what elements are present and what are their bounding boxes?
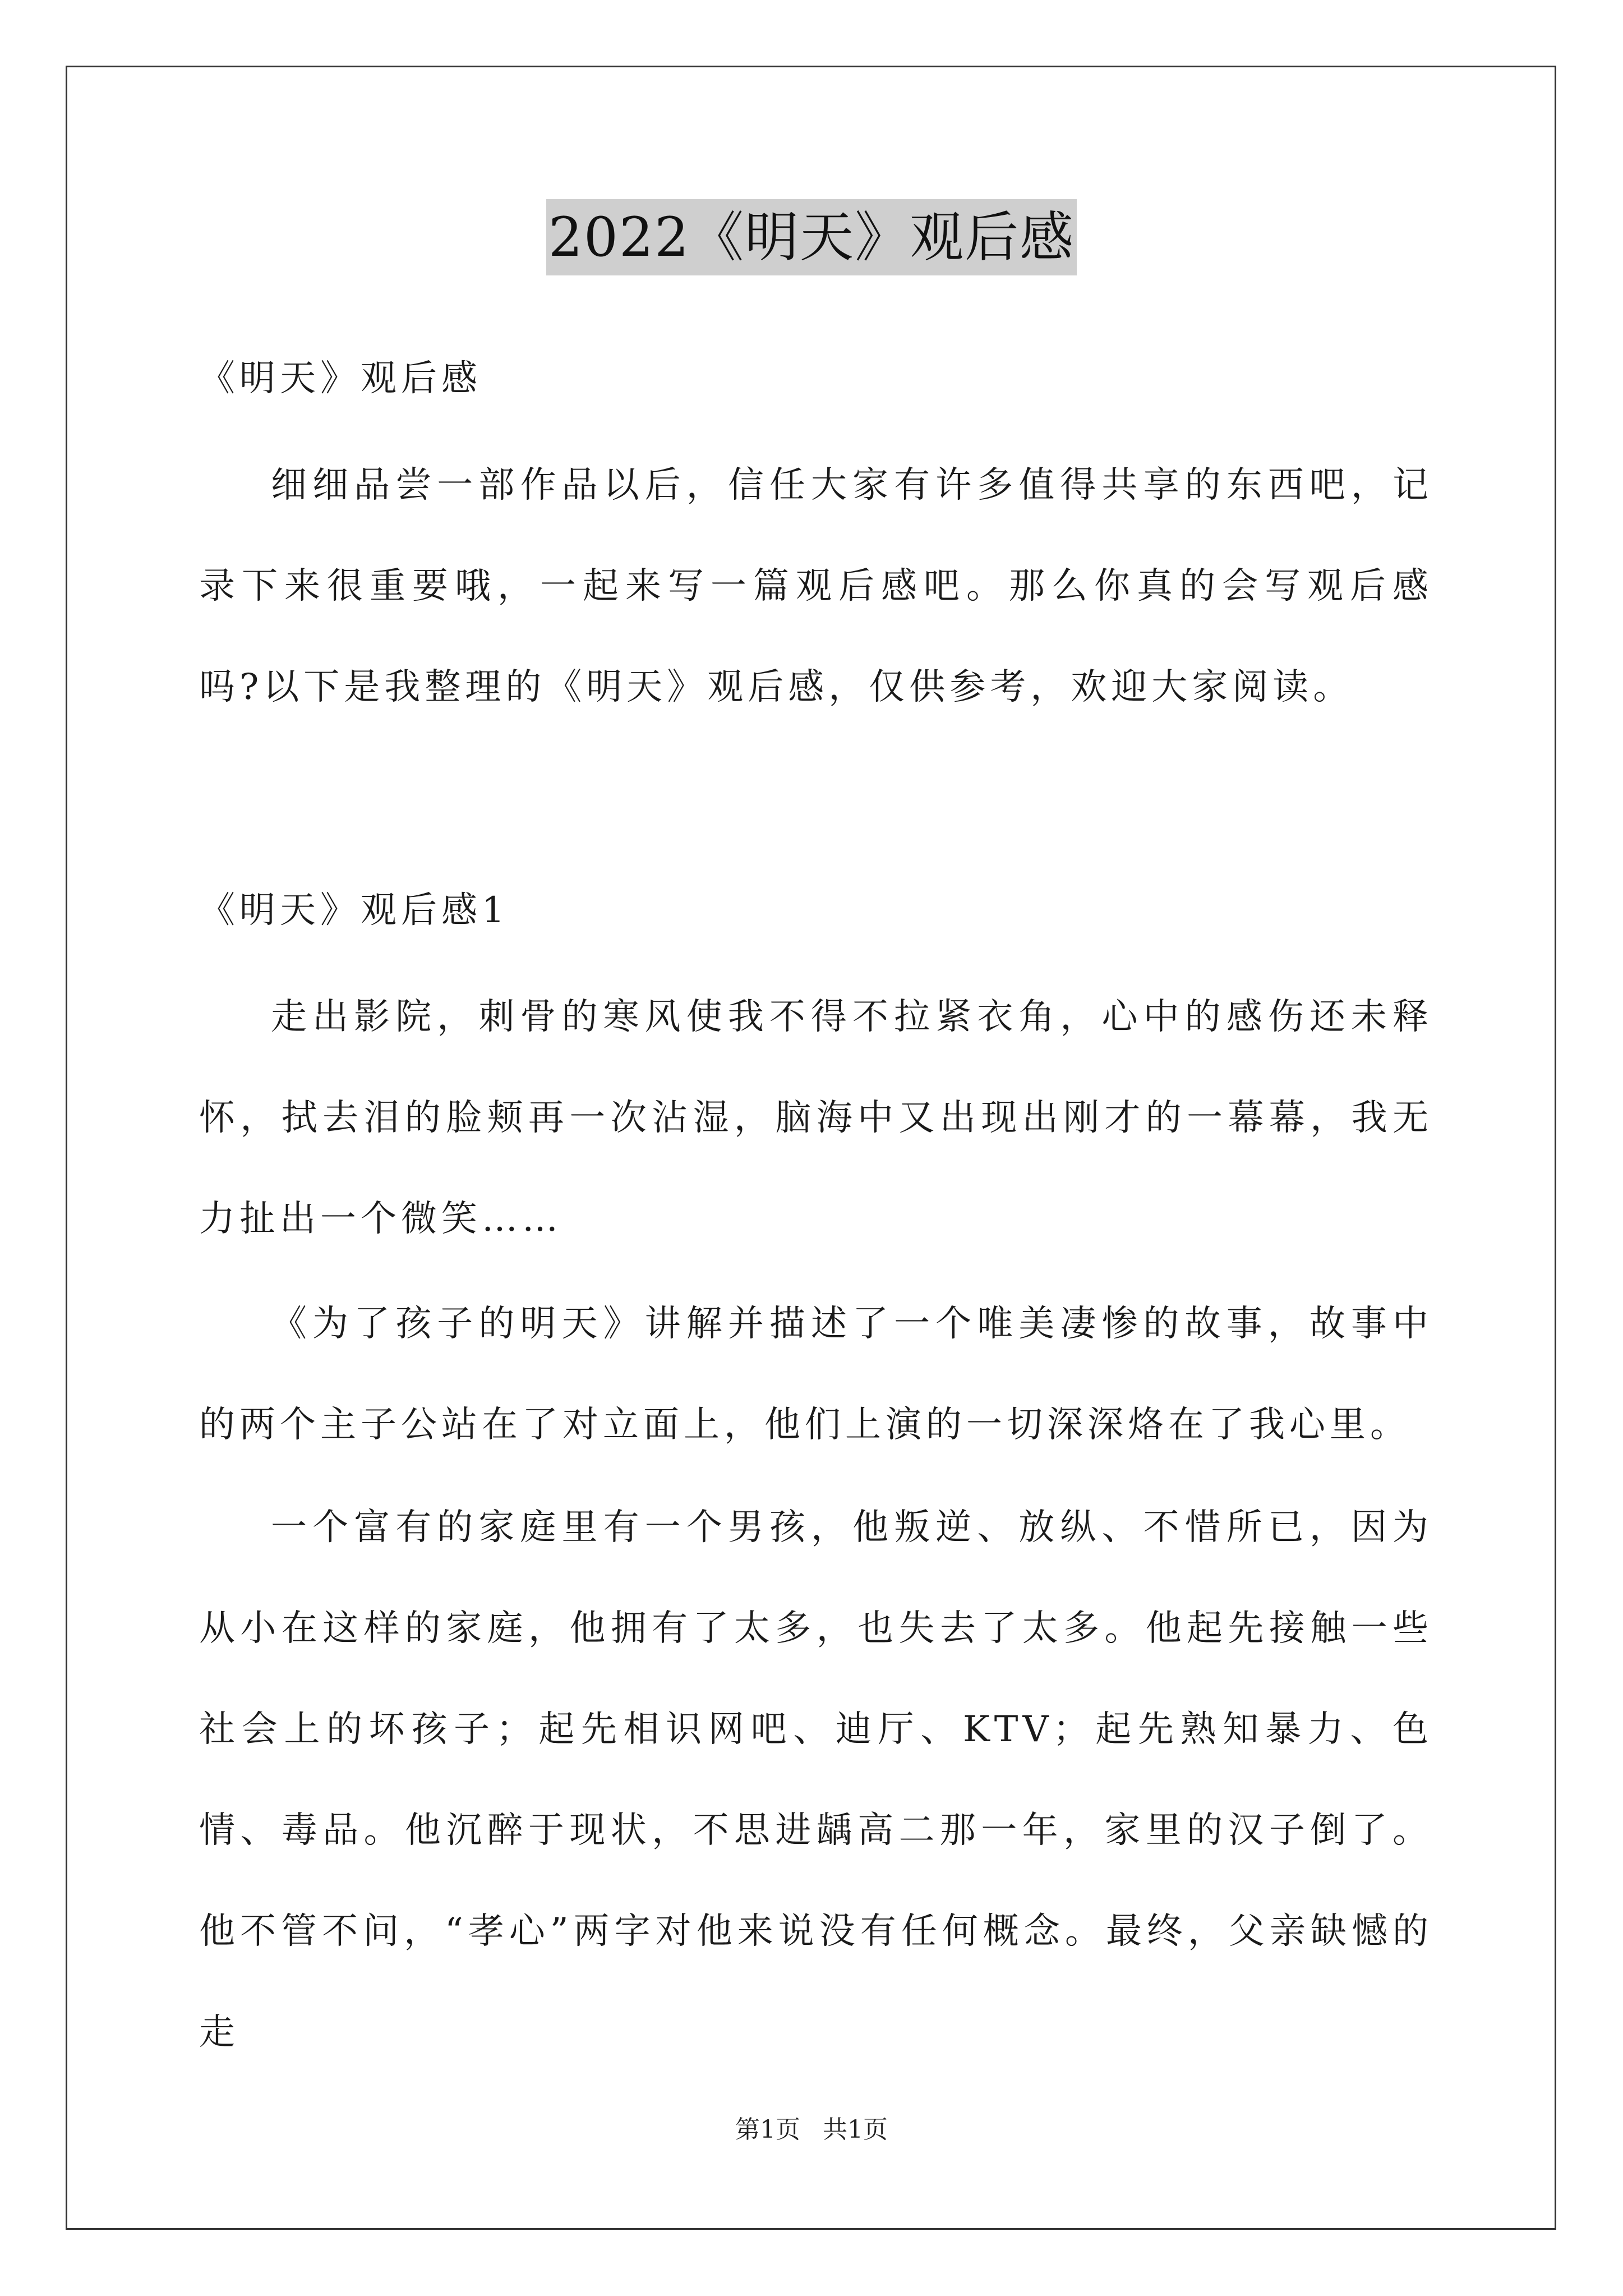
section-heading: 《明天》观后感1	[199, 890, 509, 931]
page-number-current: 第1页	[735, 2115, 800, 2144]
page-number-total: 共1页	[823, 2115, 888, 2144]
intro-paragraph: 细细品尝一部作品以后，信任大家有许多值得共享的东西吧，记录下来很重要哦，一起来写一篇观后感吧。那么你真的会写观后感吗?以下是我整理的《明天》观后感，仅供参考，欢迎大家阅读。	[199, 464, 1433, 708]
body-paragraph-2: 《为了孩子的明天》讲解并描述了一个唯美凄惨的故事，故事中的两个主子公站在了对立面上，他们上演的一切深深烙在了我心里。	[199, 1303, 1433, 1446]
body-paragraph-3: 一个富有的家庭里有一个男孩，他叛逆、放纵、不惜所已，因为从小在这样的家庭，他拥有了太多，也失去了太多。他起先接触一些社会上的坏孩子；起先相识网吧、迪厅、KTV；起先熟知暴力、色情、毒品。他沉醉于现状，不思进龋高二那一年，家里的汉子倒了。他不管不问，“孝心”两字对他来说没有任何概念。最终，父亲缺憾的走	[199, 1507, 1433, 2053]
subtitle: 《明天》观后感	[199, 358, 482, 399]
body-paragraph-1: 走出影院，刺骨的寒风使我不得不拉紧衣角，心中的感伤还未释怀，拭去泪的脸颊再一次沾湿，脑海中又出现出刚才的一幕幕，我无力扯出一个微笑……	[199, 996, 1433, 1240]
document-title: 2022《明天》观后感	[546, 199, 1077, 275]
page-footer	[0, 2109, 1623, 2145]
title-container	[0, 199, 1623, 275]
